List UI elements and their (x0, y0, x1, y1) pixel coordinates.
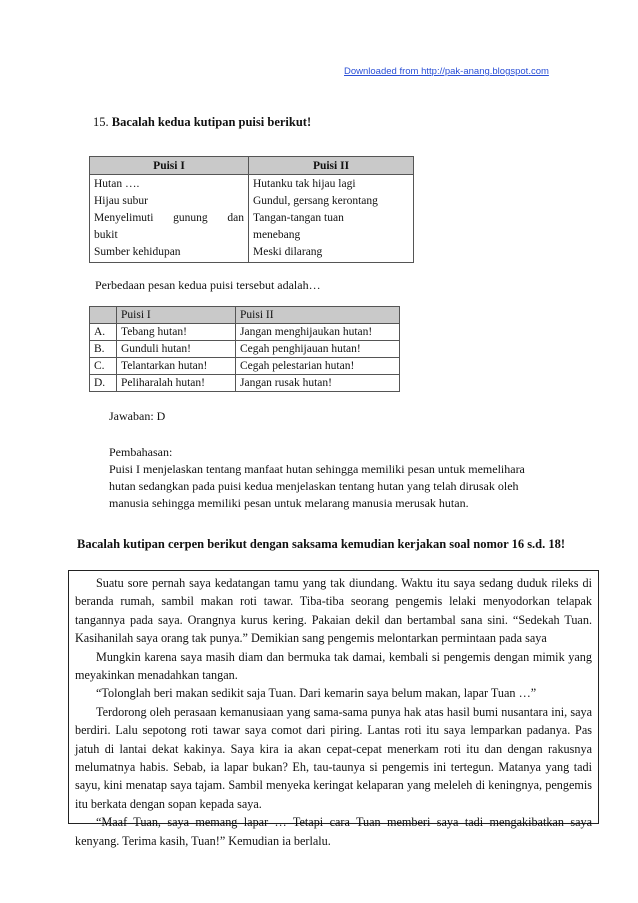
poem-2-text (249, 175, 414, 263)
answer-key: Jawaban: D (109, 409, 166, 423)
option-puisi-2: Jangan rusak hutan! (236, 375, 400, 392)
discussion-line: hutan sedangkan pada puisi kedua menjelaskan tentang hutan yang telah dirusak oleh (109, 479, 519, 493)
discussion-block (109, 444, 579, 512)
option-puisi-1: Telantarkan hutan! (117, 358, 236, 375)
question-number: 15. (93, 115, 109, 129)
option-puisi-2: Cegah pelestarian hutan! (236, 358, 400, 375)
discussion-line: manusia sehingga memiliki pesan untuk melarang manusia merusak hutan. (109, 496, 469, 510)
story-paragraph: Mungkin karena saya masih diam dan bermuka tak damai, kembali si pengemis dengan mimik yang meyakinkan menadahkan tangan. (75, 649, 592, 683)
option-puisi-1: Gunduli hutan! (117, 341, 236, 358)
poem-1-word: dan (227, 212, 244, 224)
poem-1-line: Sumber kehidupan (94, 246, 181, 258)
answer-options-table (89, 306, 400, 392)
story-paragraph: “Maaf Tuan, saya memang lapar … Tetapi cara Tuan memberi saya tadi mengakibatkan saya kenyang. Terima kasih, Tuan!” Kemudian ia berlalu. (75, 815, 592, 848)
poem-1-word: gunung (173, 212, 208, 224)
options-header-puisi-1: Puisi I (117, 307, 236, 324)
poem-2-line: Hutanku tak hijau lagi (253, 178, 356, 190)
poem-2-line: menebang (253, 229, 301, 241)
question-15-title (93, 115, 311, 130)
story-paragraph: Terdorong oleh perasaan kemanusiaan yang sama-sama punya hak atas hasil bumi nusantara ini, saya berdiri. Lalu sepotong roti tawar saya comot dari piring. Lantas roti itu saya lemparkan padanya. Pas jatuh di lantai dekat kakinya. Saya kira ia akan cepat-cepat menerkam roti itu dan dengan rakusnya melumatnya habis. Sebab, ia lapar bukan? Eh, tau-taunya si pengemis ini tertegun. Matanya yang tadi sayu, kini menatap saya tajam. Sambil menyeka keringat kelaparan yang meleleh di keningnya, pengemis itu berkata dengan sopan kepada saya. (75, 704, 592, 811)
option-letter: C. (90, 358, 117, 375)
option-puisi-2: Cegah penghijauan hutan! (236, 341, 400, 358)
option-row (90, 324, 400, 341)
poem-2-header: Puisi II (249, 157, 414, 175)
poem-2-line: Gundul, gersang kerontang (253, 195, 378, 207)
poem-1-word: Menyelimuti (94, 212, 154, 224)
poem-2-line: Meski dilarang (253, 246, 323, 258)
options-header-puisi-2: Puisi II (236, 307, 400, 324)
options-header-row (90, 307, 400, 324)
poem-1-line (94, 210, 244, 227)
question-text: Perbedaan pesan kedua puisi tersebut adalah… (95, 278, 321, 292)
poem-comparison-table (89, 156, 414, 263)
option-row (90, 375, 400, 392)
poem-1-line: bukit (94, 229, 118, 241)
story-paragraph: “Tolonglah beri makan sedikit saja Tuan. Dari kemarin saya belum makan, lapar Tuan …” (96, 686, 537, 701)
option-letter: B. (90, 341, 117, 358)
discussion-label: Pembahasan: (109, 445, 173, 459)
download-source-link[interactable]: Downloaded from http://pak-anang.blogspot.com (344, 66, 549, 77)
story-paragraph: Suatu sore pernah saya kedatangan tamu yang tak diundang. Waktu itu saya sedang duduk rileks di beranda rumah, sambil makan roti tawar. Tiba-tiba seorang pengemis lelaki menyodorkan telapak tangannya pada saya. Orangnya kurus kering. Pakaian dekil dan bertambal sana sini. “Sedekah Tuan. Kasihanilah saya orang tak punya.” Demikian sang pengemis melontarkan permintaan pada saya (75, 576, 592, 646)
option-row (90, 341, 400, 358)
poem-1-header: Puisi I (90, 157, 249, 175)
option-row (90, 358, 400, 375)
options-header-blank (90, 307, 117, 324)
option-puisi-1: Peliharalah hutan! (117, 375, 236, 392)
section-instruction: Bacalah kutipan cerpen berikut dengan saksama kemudian kerjakan soal nomor 16 s.d. 18! (77, 537, 566, 551)
option-puisi-1: Tebang hutan! (117, 324, 236, 341)
poem-2-line: Tangan-tangan tuan (253, 212, 344, 224)
poem-1-line: Hutan …. (94, 178, 140, 190)
poem-1-text (90, 175, 249, 263)
option-letter: A. (90, 324, 117, 341)
question-instruction: Bacalah kedua kutipan puisi berikut! (111, 115, 312, 129)
poem-1-line: Hijau subur (94, 195, 148, 207)
option-puisi-2: Jangan menghijaukan hutan! (236, 324, 400, 341)
short-story-excerpt-box (68, 570, 599, 848)
discussion-line: Puisi I menjelaskan tentang manfaat hutan sehingga memiliki pesan untuk memelihara (109, 462, 525, 476)
option-letter: D. (90, 375, 117, 392)
